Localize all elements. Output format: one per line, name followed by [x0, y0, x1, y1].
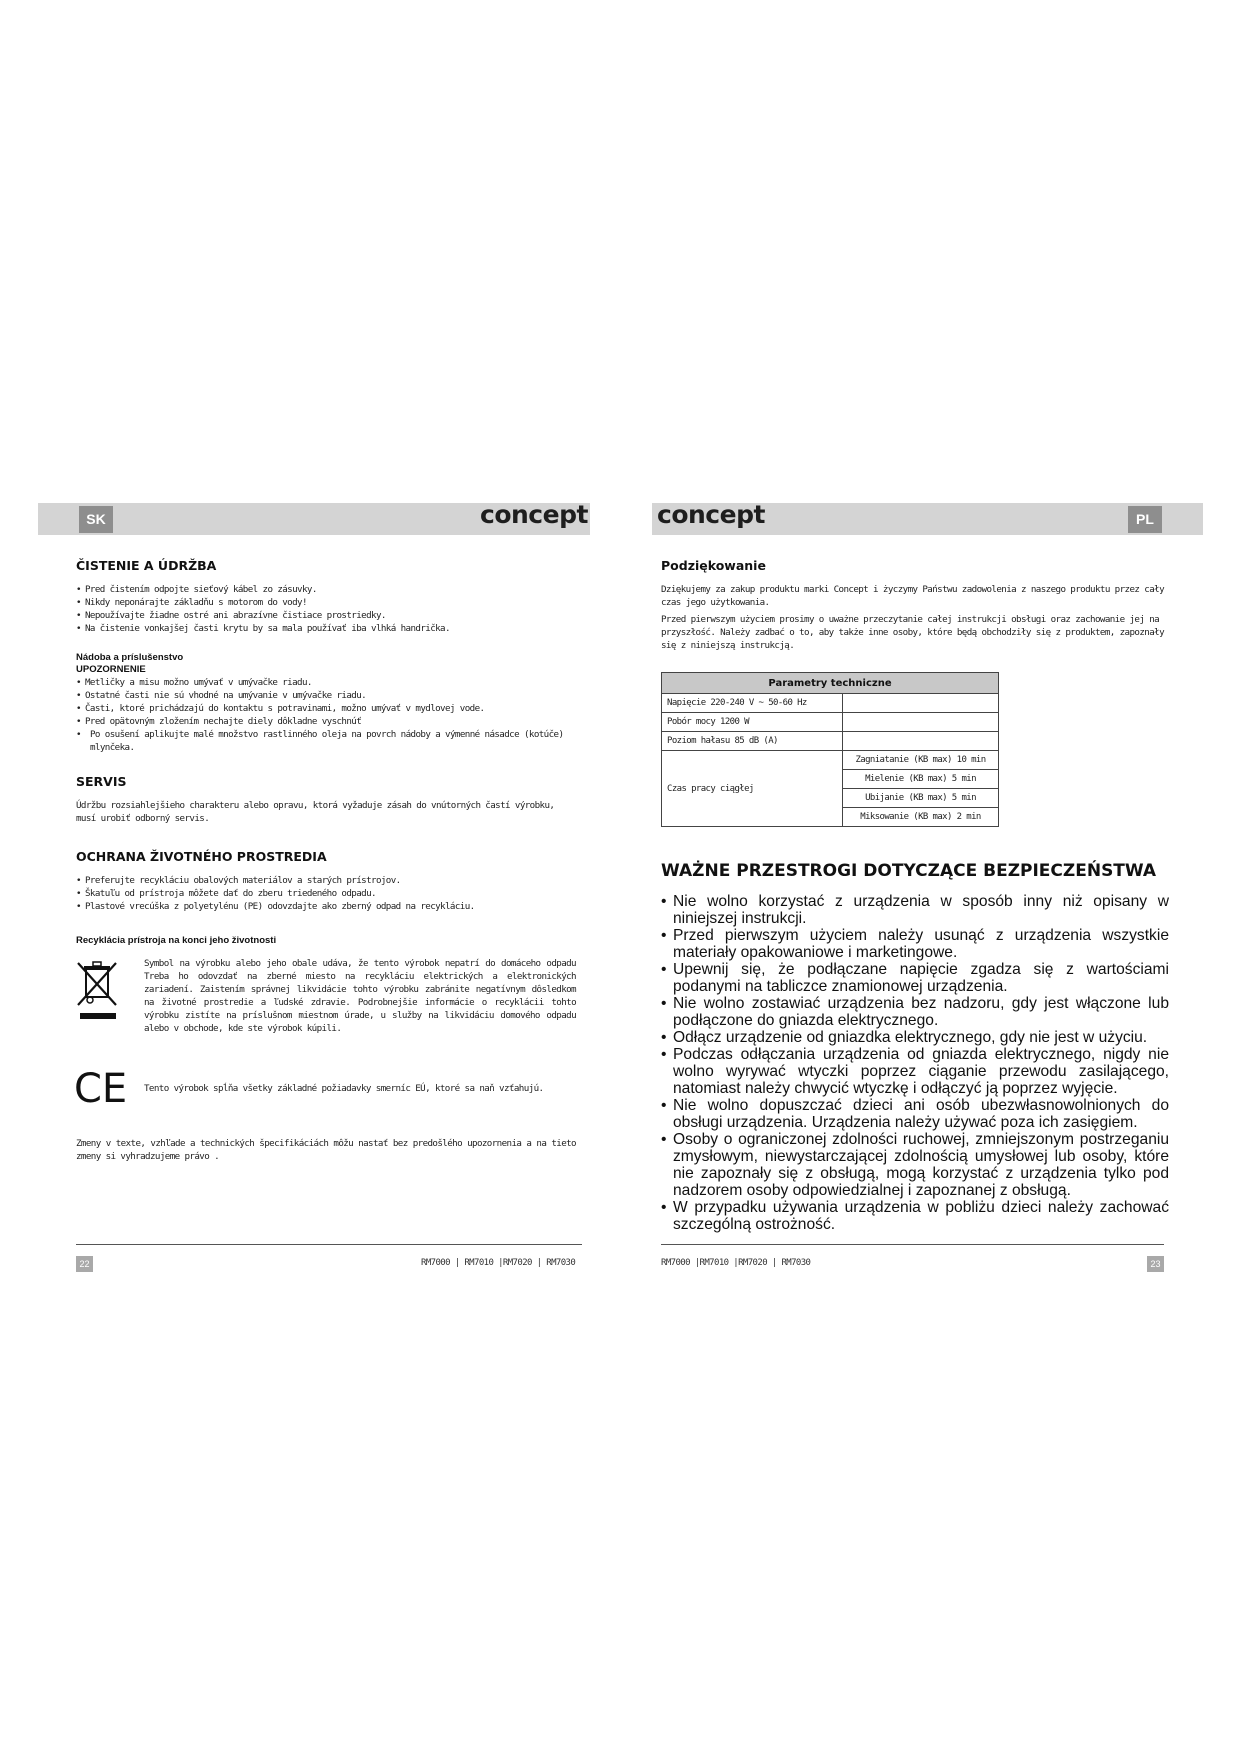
vessel-list: [76, 676, 582, 754]
safety-title: WAŻNE PRZESTROGI DOTYCZĄCE BEZPIECZEŃSTWA: [661, 861, 1157, 881]
footer-divider-left: [76, 1244, 582, 1245]
list-item: • Pred čistením odpojte sieťový kábel zo zásuvky.: [76, 583, 582, 596]
thanks-paragraph-2: Przed pierwszym użyciem prosimy o uważne przeczytanie całej instrukcji obsługi oraz zachowanie jej na przyszłość. Należy zadbać o to, aby także inne osoby, które będą obchodziły się z produktem, zapoznały się z niniejszą instrukcją.: [661, 614, 1164, 651]
ce-block: [76, 1067, 582, 1117]
thanks-title: Podziękowanie: [661, 558, 766, 573]
recycling-text: Symbol na výrobku alebo jeho obale udáva, že tento výrobok nepatrí do domáceho odpadu Treba ho odovzdať na zberné miesto na recykláciu elektrických a elektronických zariadení. Zaistením správnej likvidácie tohto výrobku zabránite negatívnym dôsledkom na životné prostredie a ľudské zdravie. Podrobnejšie informácie o recyklácii tohto výrobku zistíte na príslušnom miestnom úrade, u služby na likvidáciu domového odpadu alebo v obchode, kde ste výrobok kúpili.: [144, 958, 576, 1034]
service-text: Údržbu rozsiahlejšieho charakteru alebo opravu, ktorá vyžaduje zásah do vnútorných častí výrobku, musí urobiť odborný servis.: [76, 800, 555, 824]
noise-cell: Poziom hałasu 85 dB (A): [662, 732, 843, 751]
weee-bin-icon: [76, 959, 120, 1021]
list-item: • Odłącz urządzenie od gniazdka elektrycznego, gdy nie jest w użyciu.: [661, 1029, 1169, 1046]
list-item: • Nikdy neponárajte základňu s motorom do vody!: [76, 596, 582, 609]
table-row: [662, 694, 999, 713]
empty-cell: [843, 732, 999, 751]
technical-parameters-table: [661, 672, 999, 827]
list-item: • Nie wolno dopuszczać dzieci ani osób ubezwłasnowolnionych do obsługi urządzenia. Urządzenia należy używać poza ich zasięgiem.: [661, 1097, 1169, 1131]
recycling-block: [76, 957, 582, 1057]
page-left: [76, 558, 582, 1163]
power-cell: Pobór mocy 1200 W: [662, 713, 843, 732]
vessel-warning: UPOZORNENIE: [76, 664, 146, 675]
ce-text: Tento výrobok spĺňa všetky základné požiadavky smerníc EÚ, ktoré sa naň vzťahujú.: [144, 1083, 544, 1094]
language-badge-pl: PL: [1128, 506, 1162, 533]
page-number-left: 22: [76, 1256, 93, 1272]
runtime-cell: Zagniatanie (KB max) 10 min: [843, 751, 999, 770]
table-title: Parametry techniczne: [662, 673, 999, 694]
language-badge-sk: SK: [79, 506, 113, 533]
table-row: [662, 713, 999, 732]
thanks-paragraph-1: Dziękujemy za zakup produktu marki Concept i życzymy Państwu zadowolenia z naszego produktu przez cały czas jego użytkowania.: [661, 584, 1164, 608]
list-item: • Pred opätovným zložením nechajte diely dôkladne vyschnúť: [76, 715, 582, 728]
page-number-right: 23: [1147, 1256, 1164, 1272]
logo-right: concept: [657, 500, 765, 529]
runtime-cell: Ubijanie (KB max) 5 min: [843, 789, 999, 808]
safety-list: [661, 893, 1169, 1233]
list-item: • Škatuľu od prístroja môžete dať do zberu triedeného odpadu.: [76, 887, 582, 900]
list-item: • Na čistenie vonkajšej časti krytu by sa mala používať iba vlhká handrička.: [76, 622, 582, 635]
list-item: • Preferujte recykláciu obalových materiálov a starých prístrojov.: [76, 874, 582, 887]
recycling-title: Recyklácia prístroja na konci jeho životnosti: [76, 935, 277, 946]
footer-divider-right: [661, 1244, 1164, 1245]
runtime-cell: Miksowanie (KB max) 2 min: [843, 808, 999, 827]
service-title: SERVIS: [76, 774, 127, 789]
voltage-cell: Napięcie 220-240 V ~ 50-60 Hz: [662, 694, 843, 713]
table-row: [662, 751, 999, 770]
logo-left: concept: [480, 500, 588, 529]
page-right: [661, 558, 1169, 1233]
list-item: • Ostatné časti nie sú vhodné na umývanie v umývačke riadu.: [76, 689, 582, 702]
environment-title: OCHRANA ŽIVOTNÉHO PROSTREDIA: [76, 849, 327, 864]
list-item: • Upewnij się, że podłączane napięcie zgadza się z wartościami podanymi na tabliczce znamionowej urządzenia.: [661, 961, 1169, 995]
list-item: • Przed pierwszym użyciem należy usunąć z urządzenia wszystkie materiały opakowaniowe i marketingowe.: [661, 927, 1169, 961]
list-item: • Podczas odłączania urządzenia od gniazda elektrycznego, nigdy nie wolno wyrywać wtyczki poprzez ciąganie przewodu zasilającego, natomiast należy chwycić wtyczkę i odłączyć ją poprzez wyjęcie.: [661, 1046, 1169, 1097]
cleaning-list: [76, 583, 582, 635]
model-numbers-left: RM7000 | RM7010 |RM7020 | RM7030: [421, 1258, 576, 1268]
list-item: • Po osušení aplikujte malé množstvo rastlinného oleja na povrch nádoby a výmenné násadce (kotúče) mlynčeka.: [76, 728, 582, 754]
runtime-label-cell: Czas pracy ciągłej: [662, 751, 843, 827]
list-item: • Nie wolno korzystać z urządzenia w sposób inny niż opisany w niniejszej instrukcji.: [661, 893, 1169, 927]
list-item: • Nie wolno zostawiać urządzenia bez nadzoru, gdy jest włączone lub podłączone do gniazda elektrycznego.: [661, 995, 1169, 1029]
list-item: • Nepoužívajte žiadne ostré ani abrazívne čistiace prostriedky.: [76, 609, 582, 622]
list-item: • W przypadku używania urządzenia w pobliżu dzieci należy zachować szczególną ostrożność.: [661, 1199, 1169, 1233]
vessel-title: Nádoba a príslušenstvo: [76, 652, 184, 663]
empty-cell: [843, 694, 999, 713]
list-item: • Časti, ktoré prichádzajú do kontaktu s potravinami, možno umývať v mydlovej vode.: [76, 702, 582, 715]
empty-cell: [843, 713, 999, 732]
environment-list: [76, 874, 582, 913]
list-item: • Plastové vrecúška z polyetylénu (PE) odovzdajte ako zberný odpad na recykláciu.: [76, 900, 582, 913]
cleaning-title: ČISTENIE A ÚDRŽBA: [76, 558, 217, 573]
changes-notice: Zmeny v texte, vzhľade a technických špecifikáciách môžu nastať bez predošlého upozornenia a na tieto zmeny si vyhradzujeme právo .: [76, 1138, 576, 1162]
model-numbers-right: RM7000 |RM7010 |RM7020 | RM7030: [661, 1258, 811, 1268]
list-item: • Metličky a misu možno umývať v umývačke riadu.: [76, 676, 582, 689]
ce-mark: CE: [74, 1066, 128, 1112]
list-item: • Osoby o ograniczonej zdolności ruchowej, zmniejszonym postrzeganiu zmysłowym, niewystarczającej zdolnością umysłowej lub osoby, które nie zapoznały się z obsługą, mogą korzystać z urządzenia tylko pod nadzorem osoby odpowiedzialnej i zapoznanej z obsługą.: [661, 1131, 1169, 1199]
table-row: [662, 732, 999, 751]
runtime-cell: Mielenie (KB max) 5 min: [843, 770, 999, 789]
